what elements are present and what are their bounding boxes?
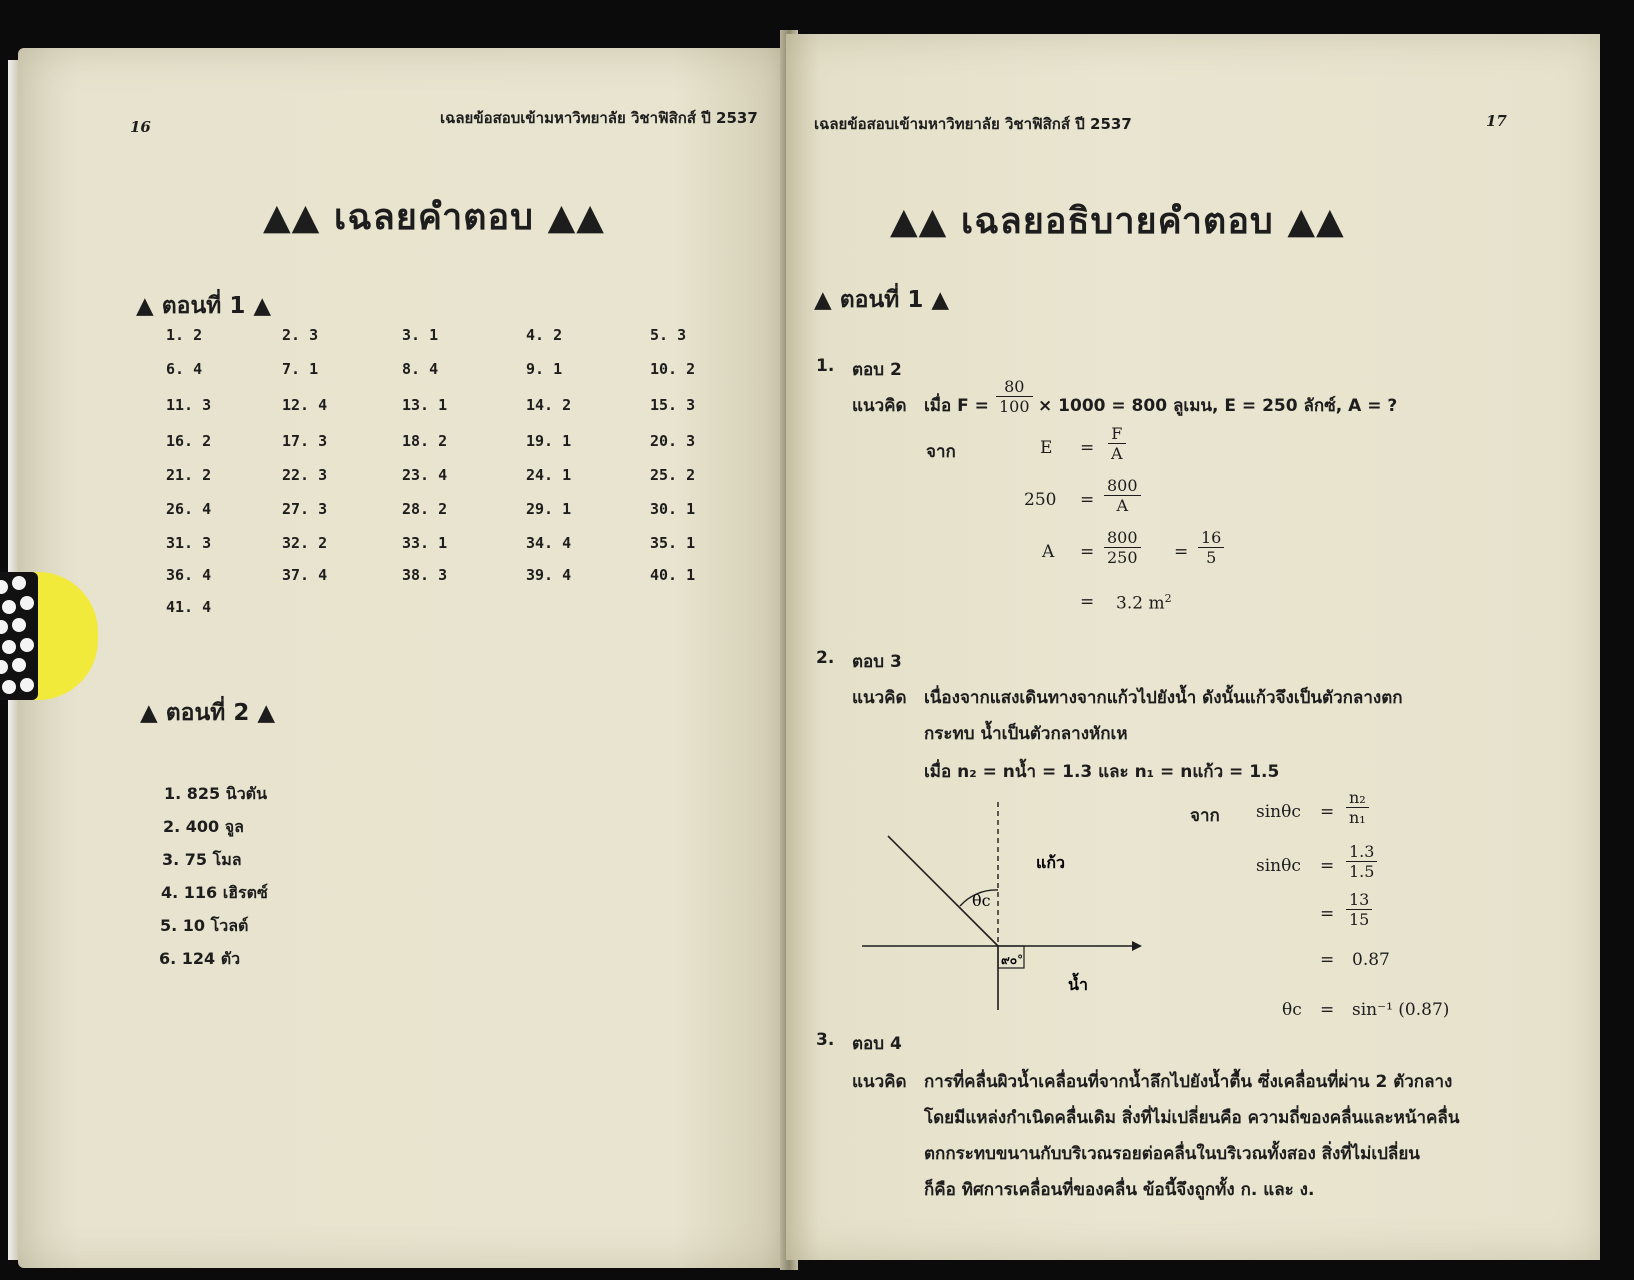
from-label: จาก	[926, 442, 956, 462]
clip-pattern	[0, 572, 38, 700]
answer-item: 28. 2	[402, 500, 448, 518]
water-label: น้ำ	[1068, 975, 1088, 994]
answer-item: 27. 3	[282, 500, 328, 518]
fraction: $\frac{80}{100}$	[996, 377, 1033, 416]
answer-item: 15. 3	[650, 396, 696, 414]
left-page	[18, 48, 790, 1268]
answer-label: ตอบ 4	[852, 1034, 902, 1054]
explanation-line: กระทบ น้ำเป็นตัวกลางหักเห	[924, 724, 1128, 744]
answer-item: 36. 4	[166, 566, 212, 584]
answer-item: 9. 1	[526, 360, 563, 378]
answer-item: 11. 3	[166, 396, 212, 414]
equals: =	[1080, 592, 1095, 612]
part1-heading: ▲ ตอนที่ 1 ▲	[814, 287, 950, 313]
answer-item: 7. 1	[282, 360, 319, 378]
sine-term: sinθc	[1256, 802, 1301, 822]
explanation-line: ตกกระทบขนานกับบริเวณรอยต่อคลื่นในบริเวณทั้งสอง สิ่งที่ไม่เปลี่ยน	[924, 1144, 1420, 1164]
equals: =	[1080, 542, 1095, 562]
result: 0.87	[1352, 950, 1390, 970]
answer-item: 2. 3	[282, 326, 319, 344]
lhs: 250	[1024, 490, 1057, 510]
answer-item: 41. 4	[166, 598, 212, 616]
part2-heading: ▲ ตอนที่ 2 ▲	[140, 700, 276, 726]
equals: =	[1320, 950, 1335, 970]
answer-item: 3. 1	[402, 326, 439, 344]
answer-item: 19. 1	[526, 432, 572, 450]
sine-term: sinθc	[1256, 856, 1301, 876]
answer-item: 34. 4	[526, 534, 572, 552]
explanation-line: เนื่องจากแสงเดินทางจากแก้วไปยังน้ำ ดังนั้นแก้วจึงเป็นตัวกลางตก	[924, 688, 1403, 708]
result: 3.2 $m^2$	[1116, 592, 1172, 614]
glass-label: แก้ว	[1036, 853, 1065, 872]
explanation-line: ก็คือ ทิศการเคลื่อนที่ของคลื่น ข้อนี้จึงถูกทั้ง ก. และ ง.	[924, 1180, 1315, 1200]
fraction: $\frac{1.3}{1.5}$	[1346, 842, 1377, 881]
answer-item: 10. 2	[650, 360, 696, 378]
answer-item: 4. 116 เฮิรตซ์	[161, 883, 268, 902]
explanation-line: การที่คลื่นผิวน้ำเคลื่อนที่จากน้ำลึกไปยังน้ำตื้น ซึ่งเคลื่อนที่ผ่าน 2 ตัวกลาง	[924, 1072, 1453, 1092]
answer-item: 17. 3	[282, 432, 328, 450]
fraction: $\frac{800}{250}$	[1104, 528, 1141, 567]
answer-item: 24. 1	[526, 466, 572, 484]
answer-item: 35. 1	[650, 534, 696, 552]
answer-item: 22. 3	[282, 466, 328, 484]
lhs: E	[1040, 438, 1053, 458]
fraction: $\frac{F}{A}$	[1108, 424, 1126, 463]
right-page	[786, 34, 1600, 1260]
question-number: 1.	[816, 356, 835, 376]
answer-item: 30. 1	[650, 500, 696, 518]
answer-item: 16. 2	[166, 432, 212, 450]
fraction: $\frac{13}{15}$	[1346, 890, 1372, 929]
answer-item: 8. 4	[402, 360, 439, 378]
equals: =	[1080, 438, 1095, 458]
question-number: 2.	[816, 648, 835, 668]
equals: =	[1174, 542, 1189, 562]
answer-item: 2. 400 จูล	[163, 817, 244, 836]
refraction-diagram	[862, 794, 1192, 1054]
answer-item: 25. 2	[650, 466, 696, 484]
concept-label: แนวคิด	[852, 1072, 907, 1092]
result: sin⁻¹ (0.87)	[1352, 1000, 1450, 1020]
answer-item: 21. 2	[166, 466, 212, 484]
answer-item: 4. 2	[526, 326, 563, 344]
equals: =	[1320, 802, 1335, 822]
answer-item: 37. 4	[282, 566, 328, 584]
answer-item: 39. 4	[526, 566, 572, 584]
theta-term: θc	[1282, 1000, 1302, 1020]
running-header: เฉลยข้อสอบเข้ามหาวิทยาลัย วิชาฟิสิกส์ ปี 2537	[440, 109, 758, 127]
equals: =	[1320, 856, 1335, 876]
answer-item: 32. 2	[282, 534, 328, 552]
question-number: 3.	[816, 1030, 835, 1050]
explanation-line: เมื่อ n₂ = nน้ำ = 1.3 และ n₁ = nแก้ว = 1.5	[924, 762, 1280, 782]
answer-item: 14. 2	[526, 396, 572, 414]
concept-label: แนวคิด	[852, 688, 907, 708]
answer-item: 18. 2	[402, 432, 448, 450]
fraction: $\frac{800}{A}$	[1104, 476, 1141, 515]
fraction: $\frac{\text{n₂}}{\text{n₁}}$	[1346, 788, 1369, 827]
page-title: ▲▲ เฉลยอธิบายคำตอบ ▲▲	[890, 201, 1345, 242]
page-number: 16	[130, 118, 151, 136]
answer-label: ตอบ 3	[852, 652, 902, 672]
running-header: เฉลยข้อสอบเข้ามหาวิทยาลัย วิชาฟิสิกส์ ปี 2537	[814, 115, 1132, 133]
answer-item: 38. 3	[402, 566, 448, 584]
given-text: × 1000 = 800 ลูเมน, E = 250 ลักซ์, A = ?	[1038, 396, 1398, 416]
equals: =	[1080, 490, 1095, 510]
right-angle-label: ๙๐°	[1001, 953, 1024, 967]
answer-item: 13. 1	[402, 396, 448, 414]
page-number: 17	[1486, 112, 1507, 130]
answer-item: 31. 3	[166, 534, 212, 552]
given-text: เมื่อ F =	[924, 396, 989, 416]
fraction: $\frac{16}{5}$	[1198, 528, 1224, 567]
part1-heading: ▲ ตอนที่ 1 ▲	[136, 293, 272, 319]
explanation-line: โดยมีแหล่งกำเนิดคลื่นเดิม สิ่งที่ไม่เปลี่ยนคือ ความถี่ของคลื่นและหน้าคลื่น	[924, 1108, 1460, 1128]
concept-label: แนวคิด	[852, 396, 907, 416]
answer-item: 23. 4	[402, 466, 448, 484]
equals: =	[1320, 904, 1335, 924]
answer-item: 6. 4	[166, 360, 203, 378]
answer-label: ตอบ 2	[852, 360, 902, 380]
arrow-head	[1132, 941, 1142, 951]
answer-item: 33. 1	[402, 534, 448, 552]
answer-item: 5. 3	[650, 326, 687, 344]
answer-item: 29. 1	[526, 500, 572, 518]
answer-item: 26. 4	[166, 500, 212, 518]
answer-item: 12. 4	[282, 396, 328, 414]
answer-item: 1. 2	[166, 326, 203, 344]
equals: =	[1320, 1000, 1335, 1020]
answer-item: 20. 3	[650, 432, 696, 450]
answer-item: 1. 825 นิวตัน	[164, 784, 267, 803]
angle-label: θc	[972, 891, 991, 910]
from-label: จาก	[1190, 806, 1220, 826]
answer-item: 5. 10 โวลต์	[160, 916, 249, 935]
answer-item: 6. 124 ตัว	[159, 949, 241, 968]
lhs: A	[1042, 542, 1055, 562]
answer-item: 3. 75 โมล	[162, 850, 242, 869]
answer-item: 40. 1	[650, 566, 696, 584]
page-title: ▲▲ เฉลยคำตอบ ▲▲	[263, 197, 605, 238]
